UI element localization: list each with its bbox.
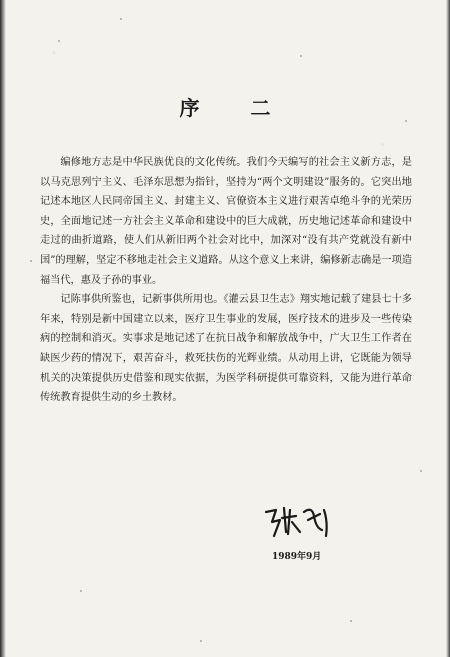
paragraph-2: 记陈事供所鉴也，记新事供所用也。《灌云县卫生志》翔实地记载了建县七十多年来，特别是新中国建立以来，医疗卫生事业的发展，医疗技术的进步及一些传染病的控制和消灭。实事求是地记述了在抗日战争和解放战争中，广大卫生工作者在缺医少药的情况下，艰苦奋斗，救死扶伤的光辉业绩。从动用上讲，它既能为领导机关的决策提供历史借鉴和现实依据，为医学科研提供可靠资料，又能为进行革命传统教育提供生动的乡土教材。 xyxy=(40,294,412,404)
scan-speck xyxy=(30,260,32,262)
date-line: 1989年9月 xyxy=(272,552,322,562)
scan-speck xyxy=(300,55,302,57)
scan-speck xyxy=(120,18,122,20)
scan-speck xyxy=(58,40,60,42)
scan-speck xyxy=(420,470,422,472)
scan-speck xyxy=(200,640,202,642)
paragraph-1: 编修地方志是中华民族优良的文化传统。我们今天编写的社会主义新方志，是以马克思列宁主义、毛泽东思想为指针，坚持为“两个文明建设”服务的。它突出地记述本地区人民同帝国主义、封建主义、官僚资本主义进行艰苦卓绝斗争的光荣历史，全面地记述一方社会主义革命和建设中的巨大成就，历史地记述革命和建设中走过的曲折道路，使人们从新旧两个社会对比中，加深对“没有共产党就没有新中国”的理解，坚定不移地走社会主义道路。从这个意义上来讲，编修新志确是一项造福当代，惠及子孙的事业。 xyxy=(40,157,412,286)
handwritten-signature xyxy=(262,502,332,542)
body-text xyxy=(40,153,412,408)
page-title: 序 二 xyxy=(179,96,293,120)
scan-speck xyxy=(80,590,82,592)
scan-speck xyxy=(350,620,352,622)
